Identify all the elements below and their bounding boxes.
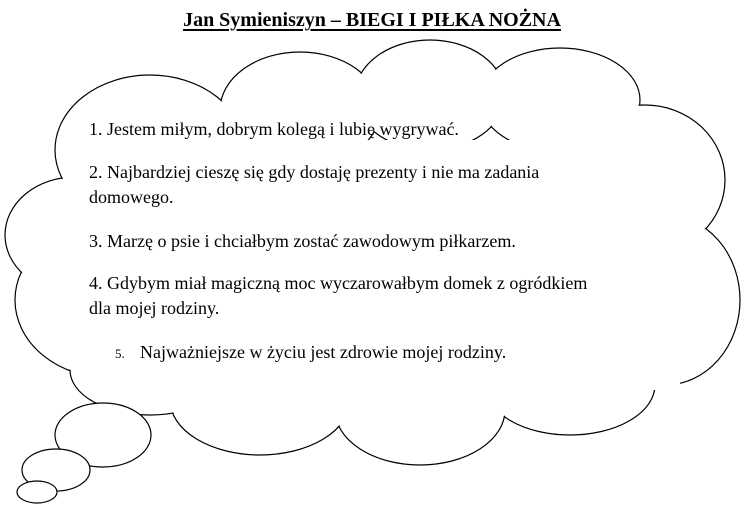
item-2-line-2: domowego. [89,187,174,207]
thought-bubble-small [17,481,57,503]
item-5-number: 5. [115,346,125,361]
item-2-line-1: 2. Najbardziej cieszę się gdy dostaję prezenty i nie ma zadania [89,162,540,182]
item-1: 1. Jestem miłym, dobrym kolegą i lubię wygrywać. [89,119,459,139]
item-4-line-1: 4. Gdybym miał magiczną moc wyczarowałbym domek z ogródkiem [89,273,588,293]
item-4-line-2: dla mojej rodziny. [89,298,220,318]
item-3: 3. Marzę o psie i chciałbym zostać zawodowym piłkarzem. [89,231,516,251]
page-title: Jan Symieniszyn – BIEGI I PIŁKA NOŻNA [183,9,561,31]
item-5 [115,340,506,366]
item-5-text: Najważniejsze w życiu jest zdrowie mojej rodziny. [140,342,507,362]
